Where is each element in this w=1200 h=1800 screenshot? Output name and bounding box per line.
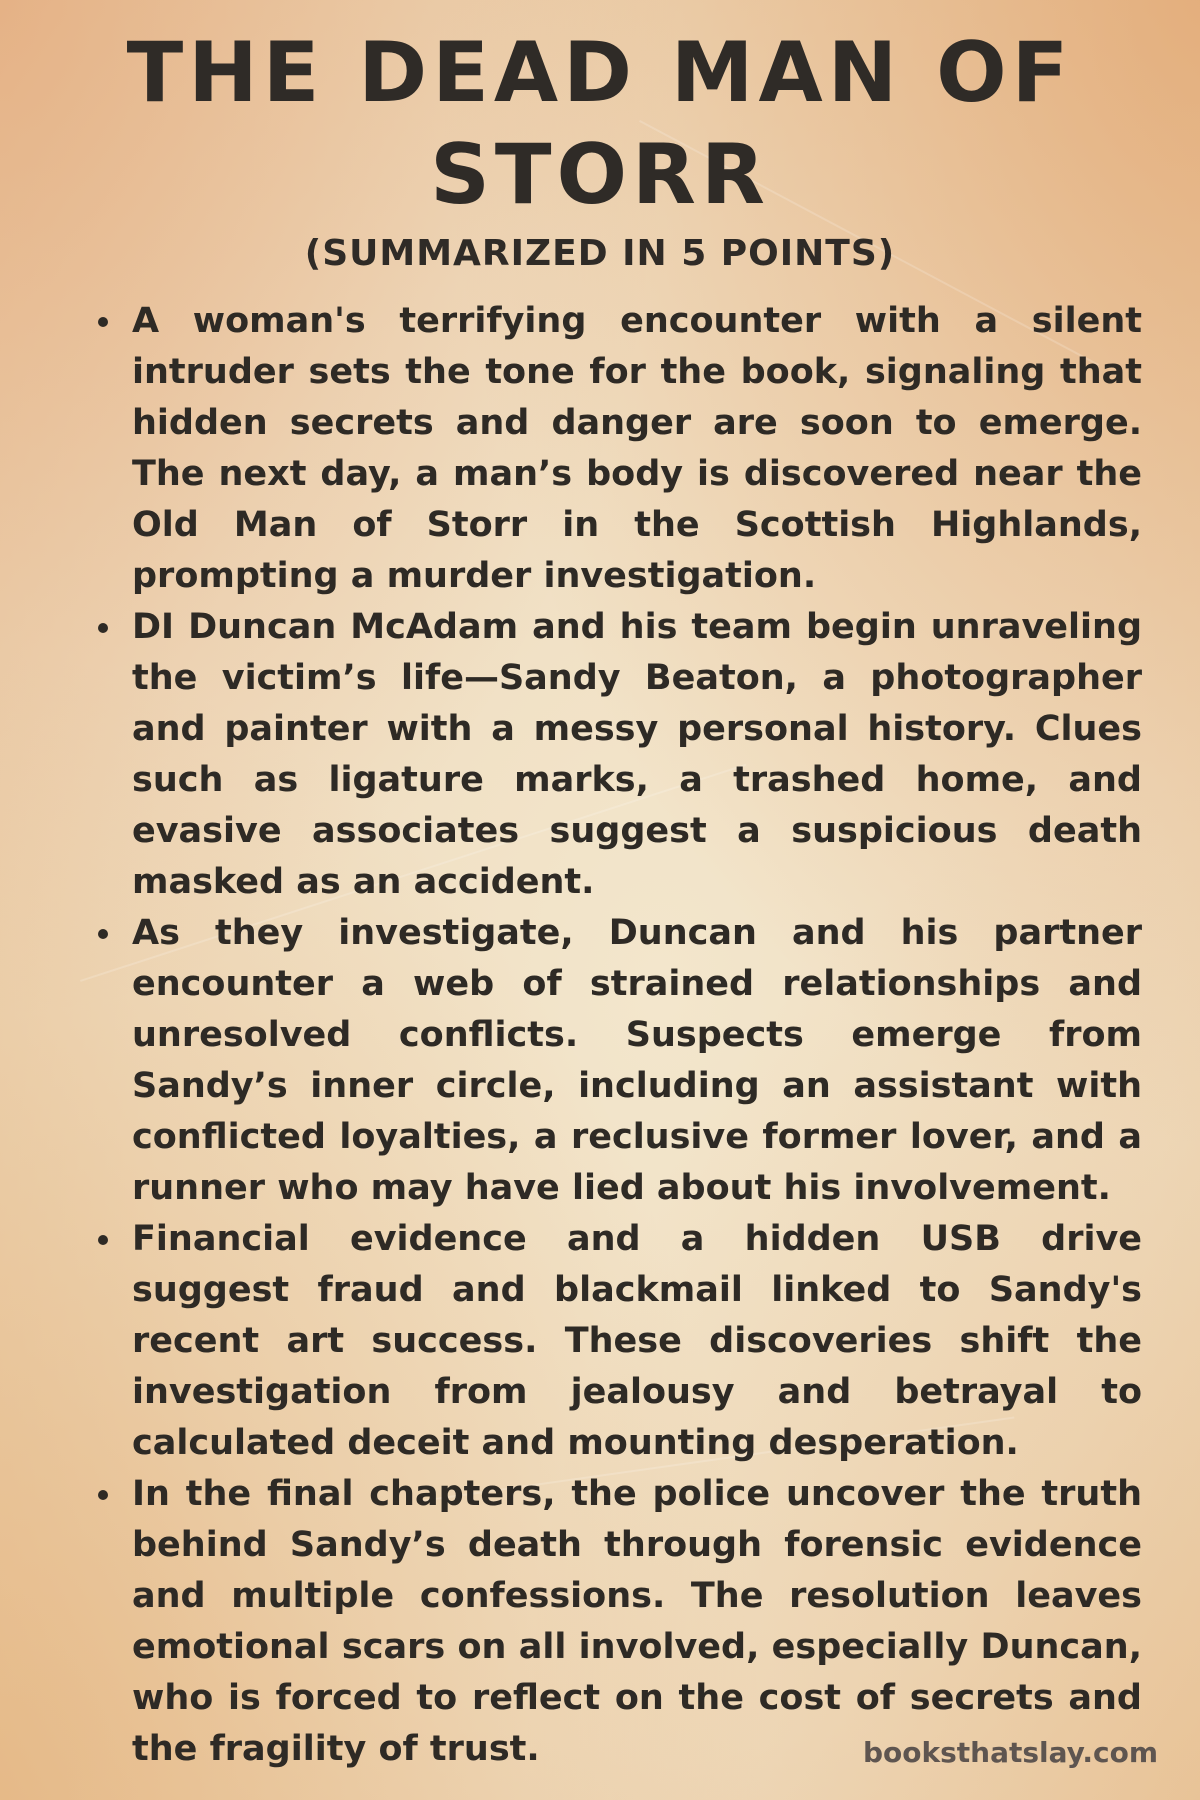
summary-point-4: [92, 1214, 1142, 1469]
bullet-icon: [98, 1490, 108, 1500]
summary-point-3: [92, 908, 1142, 1214]
page-subtitle: (SUMMARIZED IN 5 POINTS): [304, 233, 896, 274]
summary-point-5: [92, 1469, 1142, 1775]
website-credit: booksthatslay.com: [862, 1736, 1158, 1769]
bullet-icon: [98, 317, 108, 327]
summary-point-text: In the final chapters, the police uncover the truth behind Sandy’s death through forensic evidence and multiple confessions. The resolution leaves emotional scars on all involved, especially Duncan, who is forced to reflect on the cost of secrets and the fragility of trust.: [132, 1474, 1142, 1769]
summary-point-text: A woman's terrifying encounter with a silent intruder sets the tone for the book, signaling that hidden secrets and danger are soon to emerge. The next day, a man’s body is discovered near the Old Man of Storr in the Scottish Highlands, prompting a murder investigation.: [132, 301, 1142, 596]
summary-list: [92, 296, 1142, 1775]
bullet-icon: [98, 623, 108, 633]
summary-point-1: [92, 296, 1142, 602]
bullet-icon: [98, 1235, 108, 1245]
bullet-icon: [98, 929, 108, 939]
header: [0, 22, 1200, 276]
summary-point-2: [92, 602, 1142, 908]
summary-point-text: As they investigate, Duncan and his partner encounter a web of strained relationships and unresolved conflicts. Suspects emerge from Sandy’s inner circle, including an assistant with conflicted loyalties, a reclusive former lover, and a runner who may have lied about his involvement.: [132, 913, 1142, 1208]
page-title: THE DEAD MAN OF STORR: [126, 24, 1074, 223]
summary-point-text: DI Duncan McAdam and his team begin unraveling the victim’s life—Sandy Beaton, a photographer and painter with a messy personal history. Clues such as ligature marks, a trashed home, and evasive associates suggest a suspicious death masked as an accident.: [132, 607, 1142, 902]
summary-point-text: Financial evidence and a hidden USB drive suggest fraud and blackmail linked to Sandy's recent art success. These discoveries shift the investigation from jealousy and betrayal to calculated deceit and mounting desperation.: [132, 1219, 1142, 1463]
